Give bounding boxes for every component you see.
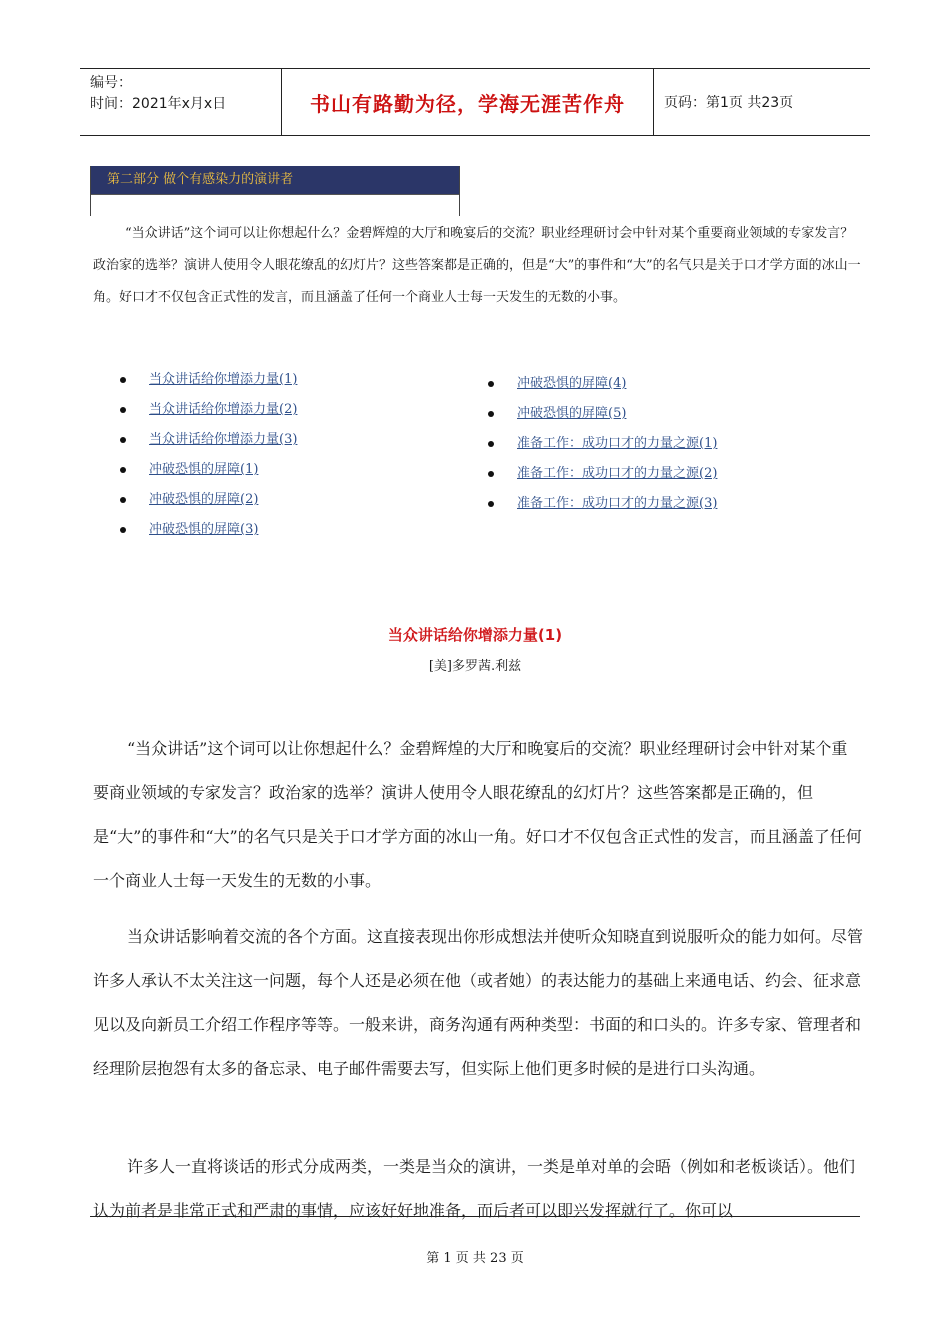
page-footer: 第 1 页 共 23 页 [426, 1251, 524, 1266]
page-header [80, 68, 870, 136]
body-paragraph: “当众讲话”这个词可以让你想起什么？金碧辉煌的大厅和晚宴后的交流？职业经理研讨会中针对某个重要商业领域的专家发言？政治家的选举？演讲人使用令人眼花缭乱的幻灯片？这些答案都是正确的，但是“大”的事件和“大”的名气只是关于口才学方面的冰山一角。好口才不仅包含正式性的发言，而且涵盖了任何一个商业人士每一天发生的无数的小事。 [93, 739, 862, 890]
toc-link[interactable]: 冲破恐惧的屏障(5) [517, 406, 627, 421]
list-item [488, 429, 717, 459]
list-item [488, 459, 717, 489]
toc-link[interactable]: 冲破恐惧的屏障(2) [149, 492, 259, 507]
list-item [120, 395, 297, 425]
body-paragraph: 当众讲话影响着交流的各个方面。这直接表现出你形成想法并使听众知晓直到说服听众的能力如何。尽管许多人承认不太关注这一问题，每个人还是必须在他（或者她）的表达能力的基础上来通电话、约会、征求意见以及向新员工介绍工作程序等等。一般来讲，商务沟通有两种类型：书面的和口头的。许多专家、管理者和经理阶层抱怨有太多的备忘录、电子邮件需要去写，但实际上他们更多时候的是进行口头沟通。 [93, 927, 864, 1078]
motto: 书山有路勤为径，学海无涯苦作舟 [282, 69, 654, 135]
list-item [488, 369, 717, 399]
article-title: 当众讲话给你增添力量(1) [387, 626, 563, 644]
toc-link[interactable]: 当众讲话给你增添力量(3) [149, 432, 298, 447]
intro-paragraph: “当众讲话”这个词可以让你想起什么？金碧辉煌的大厅和晚宴后的交流？职业经理研讨会中针对某个重要商业领域的专家发言？政治家的选举？演讲人使用令人眼花缭乱的幻灯片？这些答案都是正确的，但是“大”的事件和“大”的名气只是关于口才学方面的冰山一角。好口才不仅包含正式性的发言，而且涵盖了任何一个商业人士每一天发生的无数的小事。 [93, 226, 861, 305]
toc-link[interactable]: 冲破恐惧的屏障(1) [149, 462, 259, 477]
section-title: 第二部分 做个有感染力的演讲者 [91, 166, 459, 194]
article-author: [美]多罗茜.利兹 [428, 659, 522, 674]
bottom-divider [90, 1216, 860, 1217]
list-item [120, 365, 297, 395]
link-list-left [120, 365, 297, 545]
list-item [120, 455, 297, 485]
link-list-right [488, 369, 717, 519]
toc-link[interactable]: 冲破恐惧的屏障(3) [149, 522, 259, 537]
list-item [120, 425, 297, 455]
page-code: 页码：第1页 共23页 [664, 95, 794, 111]
time-label: 时间：2021年x月x日 [90, 96, 227, 112]
list-item [120, 485, 297, 515]
body-paragraph: 许多人一直将谈话的形式分成两类，一类是当众的演讲，一类是单对单的会晤（例如和老板谈话）。他们认为前者是非常正式和严肃的事情，应该好好地准备，而后者可以即兴发挥就行了。你可以 [93, 1157, 856, 1220]
toc-link[interactable]: 准备工作：成功口才的力量之源(2) [517, 466, 718, 481]
toc-link[interactable]: 当众讲话给你增添力量(2) [149, 402, 298, 417]
list-item [120, 515, 297, 545]
list-item [488, 489, 717, 519]
serial-label: 编号： [90, 75, 132, 91]
header-meta [80, 69, 282, 135]
section-banner [90, 166, 460, 216]
toc-link[interactable]: 冲破恐惧的屏障(4) [517, 376, 627, 391]
toc-link[interactable]: 当众讲话给你增添力量(1) [149, 372, 298, 387]
toc-link[interactable]: 准备工作：成功口才的力量之源(1) [517, 436, 718, 451]
toc-link[interactable]: 准备工作：成功口才的力量之源(3) [517, 496, 718, 511]
list-item [488, 399, 717, 429]
